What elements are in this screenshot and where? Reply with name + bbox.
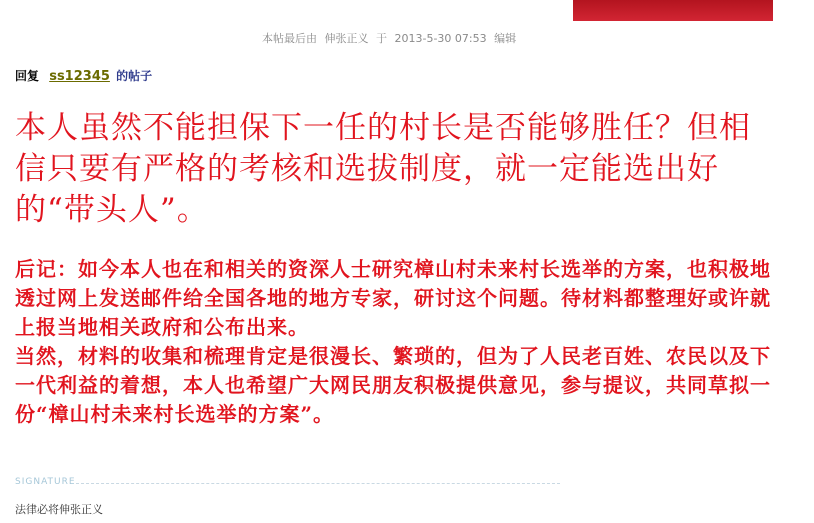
edit-note-action: 编辑 [494, 32, 517, 45]
reply-user-link[interactable]: ss12345 [49, 69, 110, 84]
signature-label: SIGNATURE [15, 477, 76, 487]
post-main-text: 本人虽然不能担保下一任的村长是否能够胜任？但相信只要有严格的考核和选拔制度，就一定能选出好的“带头人”。 [15, 110, 751, 228]
edit-note [262, 30, 520, 46]
reply-header [15, 67, 152, 84]
edit-note-prefix: 本帖最后由 [262, 32, 317, 45]
edit-note-at: 于 [376, 32, 387, 45]
header-banner [573, 0, 773, 21]
edit-note-editor: 伸张正义 [324, 32, 369, 45]
postscript-paragraph: 当然，材料的收集和梳理肯定是很漫长、繁琐的，但为了人民老百姓、农民以及下一代利益的着想，本人也希望广大网民朋友积极提供意见，参与提议，共同草拟一份“樟山村未来村长选举的方案”。 [15, 344, 771, 426]
edit-note-timestamp: 2013-5-30 07:53 [394, 32, 487, 45]
signature-divider [76, 483, 560, 484]
reply-suffix: 的帖子 [116, 69, 153, 83]
postscript-paragraph: 后记：如今本人也在和相关的资深人士研究樟山村未来村长选举的方案，也积极地透过网上发送邮件给全国各地的地方专家，研讨这个问题。待材料都整理好或许就上报当地相关政府和公布出来。 [15, 257, 771, 339]
signature-text: 法律必将伸张正义 [15, 503, 103, 516]
reply-label: 回复 [15, 69, 40, 83]
post-postscript [15, 255, 775, 429]
